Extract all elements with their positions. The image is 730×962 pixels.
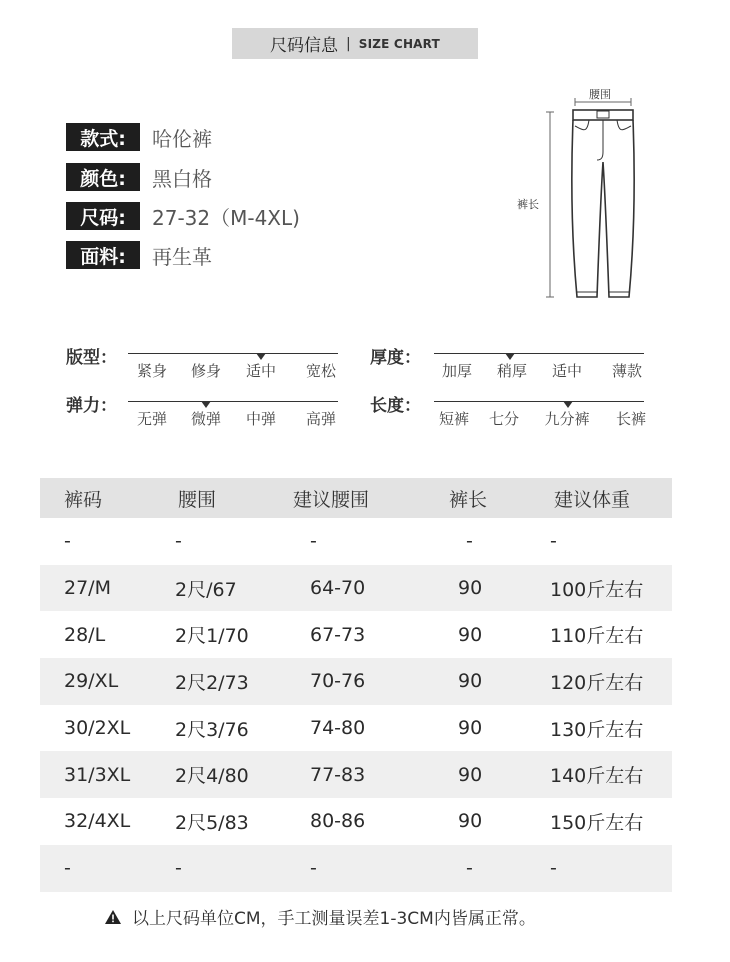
header-separator: | — [346, 35, 351, 52]
attr-thickness — [370, 343, 421, 368]
table-cell: 130斤左右 — [550, 718, 644, 741]
length-label: 裤长 — [517, 198, 539, 211]
info-value: 再生革 — [152, 244, 212, 269]
attr-option: 适中 — [551, 362, 582, 380]
table-row — [40, 751, 672, 798]
table-cell: - — [310, 530, 317, 553]
table-cell: 90 — [458, 623, 483, 646]
attr-option: 稍厚 — [496, 362, 527, 380]
table-row — [40, 518, 672, 565]
table-row — [40, 798, 672, 845]
attr-option: 高弹 — [305, 410, 336, 428]
info-tag: 颜色: — [66, 163, 140, 191]
size-table — [40, 478, 672, 892]
attr-label: 厚度： — [370, 348, 421, 368]
header-title-zh: 尺码信息 — [270, 36, 339, 56]
attr-option: 七分 — [488, 410, 519, 428]
table-cell: - — [64, 530, 71, 553]
info-value: 黑白格 — [152, 166, 212, 191]
attr-option: 长裤 — [615, 410, 646, 428]
table-row — [40, 565, 672, 612]
column-header: 裤长 — [449, 488, 488, 511]
header-title-en: SIZE CHART — [358, 36, 440, 51]
info-tag: 款式: — [66, 123, 140, 151]
attr-option: 薄款 — [611, 362, 642, 380]
table-cell: 90 — [458, 670, 483, 693]
table-cell: 100斤左右 — [550, 578, 644, 601]
attr-option: 适中 — [245, 362, 276, 380]
table-cell: - — [550, 857, 557, 880]
table-row — [40, 705, 672, 752]
selected-marker-icon — [563, 401, 573, 408]
attr-elasticity — [66, 391, 117, 416]
table-header-row — [40, 478, 672, 518]
table-cell: 90 — [458, 577, 483, 600]
table-cell: 27/M — [64, 577, 111, 600]
attr-option: 加厚 — [441, 362, 472, 380]
attr-scale-line — [434, 353, 644, 354]
waist-label: 腰围 — [589, 88, 611, 101]
table-cell: 80-86 — [310, 810, 366, 833]
info-tag: 面料: — [66, 241, 140, 269]
table-cell: - — [310, 857, 317, 880]
table-cell: 2尺3/76 — [175, 718, 249, 741]
table-cell: 90 — [458, 763, 483, 786]
attr-option: 九分裤 — [544, 410, 590, 428]
attr-scale-line — [128, 353, 338, 354]
attr-option: 紧身 — [136, 362, 167, 380]
attr-label: 版型： — [66, 348, 117, 368]
attr-option: 修身 — [190, 362, 221, 380]
info-tag: 尺码: — [66, 202, 140, 230]
table-row — [40, 611, 672, 658]
table-cell: 2尺5/83 — [175, 811, 249, 834]
note-text: 以上尺码单位CM，手工测量误差1-3CM内皆属正常。 — [132, 909, 536, 929]
table-cell: 28/L — [64, 623, 106, 646]
table-cell: 120斤左右 — [550, 671, 644, 694]
table-cell: - — [466, 530, 473, 553]
info-value: 哈伦裤 — [152, 126, 212, 151]
column-header: 裤码 — [64, 488, 103, 511]
table-cell: 64-70 — [310, 577, 366, 600]
selected-marker-icon — [505, 353, 515, 360]
measurement-note — [104, 904, 536, 929]
table-cell: 90 — [458, 717, 483, 740]
attr-option: 短裤 — [438, 410, 469, 428]
selected-marker-icon — [201, 401, 211, 408]
table-cell: 29/XL — [64, 670, 119, 693]
table-cell: 30/2XL — [64, 717, 131, 740]
table-cell: 2尺/67 — [175, 578, 237, 601]
attr-option: 微弹 — [190, 410, 221, 428]
info-row-size — [66, 201, 300, 231]
info-value: 27-32（M-4XL) — [152, 205, 300, 230]
pants-outline-icon — [505, 82, 685, 307]
info-row-style — [66, 122, 212, 152]
table-cell: 150斤左右 — [550, 811, 644, 834]
attr-scale-line — [128, 401, 338, 402]
table-cell: 2尺4/80 — [175, 765, 249, 788]
selected-marker-icon — [256, 353, 266, 360]
attr-fit — [66, 343, 117, 368]
table-row — [40, 658, 672, 705]
attr-label: 长度： — [370, 396, 421, 416]
table-cell: 2尺2/73 — [175, 671, 249, 694]
table-cell: 32/4XL — [64, 810, 131, 833]
table-cell: - — [175, 530, 182, 553]
table-cell: 70-76 — [310, 670, 366, 693]
info-row-fabric — [66, 240, 212, 270]
column-header: 腰围 — [178, 488, 217, 511]
attr-scale-line — [434, 401, 644, 402]
attr-length — [370, 391, 421, 416]
table-cell: 90 — [458, 810, 483, 833]
table-cell: - — [64, 857, 71, 880]
warning-icon — [104, 909, 122, 925]
table-cell: 140斤左右 — [550, 765, 644, 788]
table-cell: 74-80 — [310, 717, 366, 740]
table-cell: 67-73 — [310, 623, 366, 646]
attr-option: 无弹 — [136, 410, 167, 428]
pants-diagram — [505, 82, 685, 307]
column-header: 建议腰围 — [293, 488, 370, 511]
table-cell: - — [550, 530, 557, 553]
attr-option: 中弹 — [245, 410, 276, 428]
table-row — [40, 845, 672, 892]
column-header: 建议体重 — [554, 488, 631, 511]
attr-option: 宽松 — [305, 362, 336, 380]
table-cell: 2尺1/70 — [175, 625, 249, 648]
table-cell: - — [175, 857, 182, 880]
table-cell: 110斤左右 — [550, 625, 644, 648]
attr-label: 弹力： — [66, 396, 117, 416]
table-cell: - — [466, 857, 473, 880]
size-chart-header — [232, 28, 478, 59]
info-row-color — [66, 162, 212, 192]
table-cell: 77-83 — [310, 763, 366, 786]
table-cell: 31/3XL — [64, 763, 131, 786]
